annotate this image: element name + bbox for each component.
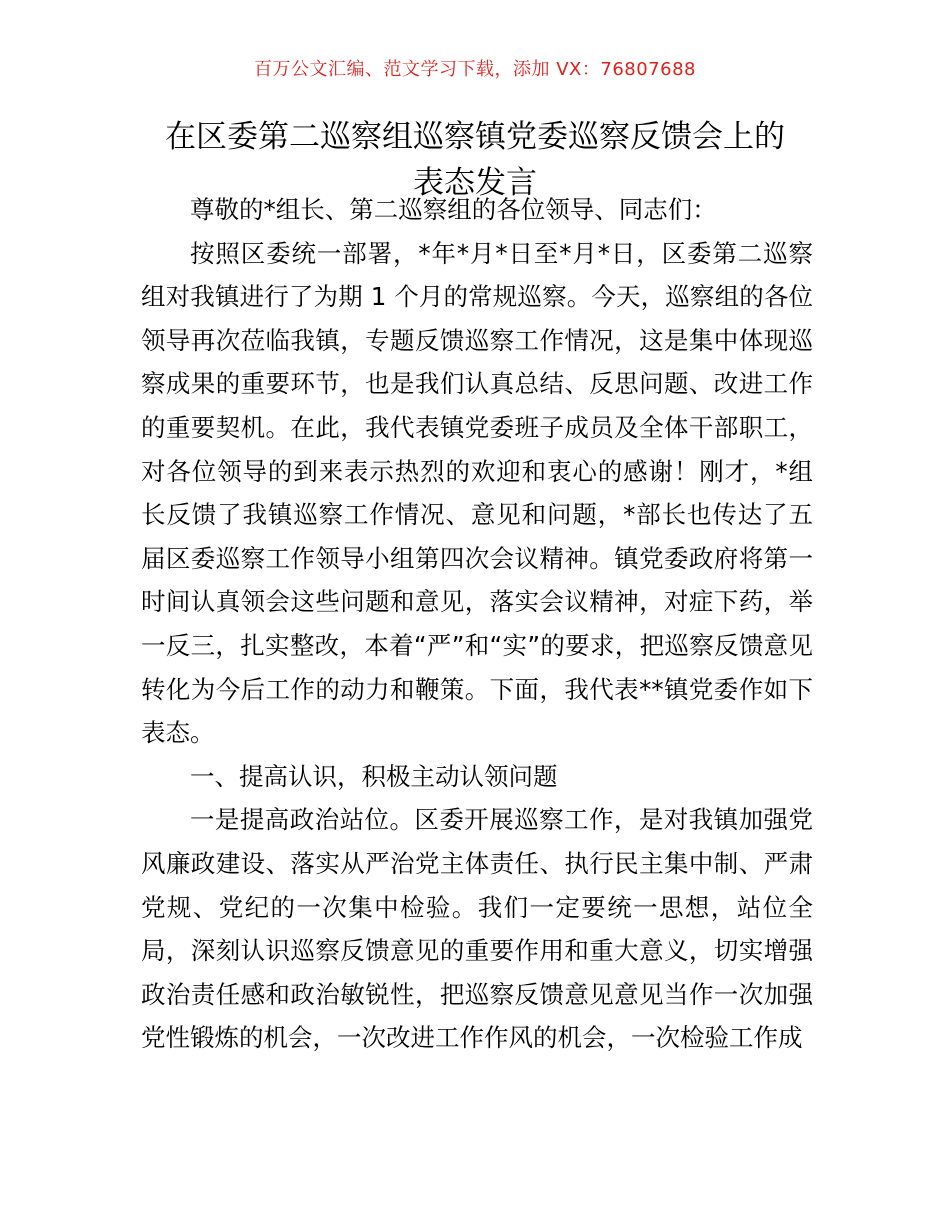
title-line-2: 表态发言 (413, 165, 537, 201)
title-line-1: 在区委第二巡察组巡察镇党委巡察反馈会上的 (165, 119, 785, 155)
section-heading-1: 一、提高认识，积极主动认领问题 (190, 761, 558, 791)
paragraph-intro: 按照区委统一部署，*年*月*日至*月*日，区委第二巡察组对我镇进行了为期 1 个月的常规巡察。今天，巡察组的各位领导再次莅临我镇，专题反馈巡察工作情况，这是集中体现巡察成果的重要环节，也是我们认真总结、反思问题、改进工作的重要契机。在此，我代表镇党委班子成员及全体干部职工，对各位领导的到来表示热烈的欢迎和衷心的感谢！刚才，*组长反馈了我镇巡察工作情况、意见和问题，*部长也传达了五届区委巡察工作领导小组第四次会议精神。镇党委政府将第一时间认真领会这些问题和意见，落实会议精神，对症下药，举一反三，扎实整改，本着“严”和“实”的要求，把巡察反馈意见转化为今后工作的动力和鞭策。下面，我代表**镇党委作如下表态。 (141, 238, 813, 748)
document-body (141, 188, 813, 1060)
paragraph-political-stance: 一是提高政治站位。区委开展巡察工作，是对我镇加强党风廉政建设、落实从严治党主体责任、执行民主集中制、严肃党规、党纪的一次集中检验。我们一定要统一思想，站位全局，深刻认识巡察反馈意见的重要作用和重大意义，切实增强政治责任感和政治敏锐性，把巡察反馈意见意见当作一次加强党性锻炼的机会，一次改进工作作风的机会，一次检验工作成 (141, 805, 813, 1053)
salutation: 尊敬的*组长、第二巡察组的各位领导、同志们： (190, 195, 717, 224)
watermark-header: 百万公文汇编、范文学习下载，添加 VX：76807688 (254, 59, 696, 80)
